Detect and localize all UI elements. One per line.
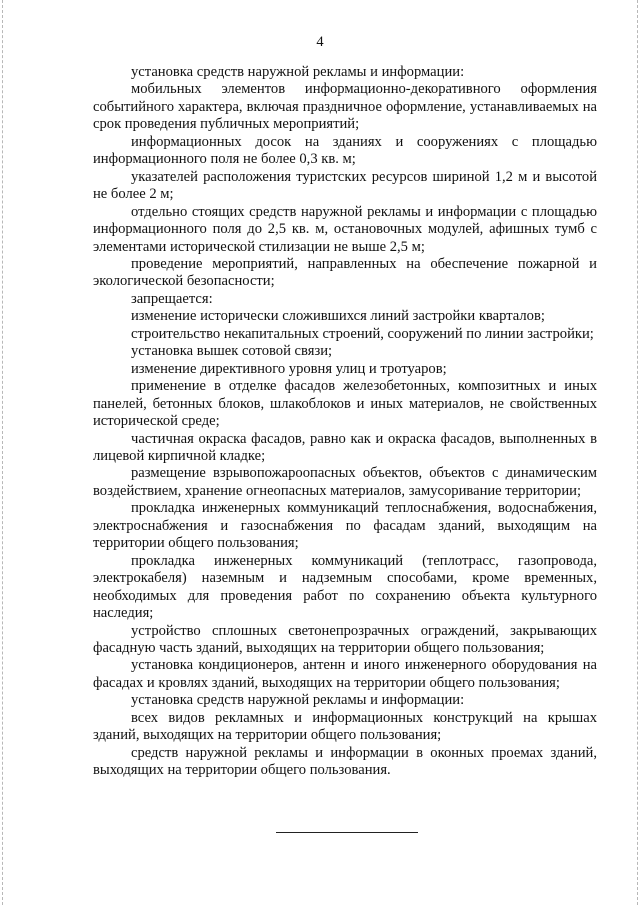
paragraph: указателей расположения туристских ресурсов шириной 1,2 м и высотой не более 2 м; <box>93 168 597 203</box>
paragraph: запрещается: <box>131 290 213 307</box>
paragraph: отдельно стоящих средств наружной рекламы и информации с площадью информационного поля до 2,5 кв. м, остановочных модулей, афишных тумб с элементами исторической стилизации не выше 2,5 м; <box>93 203 597 255</box>
paragraph: мобильных элементов информационно-декоративного оформления событийного характера, включая праздничное оформление, устанавливаемых на срок проведения публичных мероприятий; <box>93 81 597 133</box>
paragraph: строительство некапитальных строений, сооружений по линии застройки; <box>131 325 594 342</box>
paragraph: всех видов рекламных и информационных конструкций на крышах зданий, выходящих на территории общего пользования; <box>93 709 597 744</box>
left-page-edge <box>2 0 3 905</box>
paragraph: установка средств наружной рекламы и информации: <box>131 692 465 709</box>
paragraph: устройство сплошных светонепрозрачных ограждений, закрывающих фасадную часть зданий, выходящих на территории общего пользования; <box>93 622 597 656</box>
page-number: 4 <box>316 34 324 50</box>
paragraph: прокладка инженерных коммуникаций теплоснабжения, водоснабжения, электроснабжения и газоснабжения по фасадам зданий, выходящим на территории общего пользования; <box>93 500 597 552</box>
paragraph: изменение директивного уровня улиц и тротуаров; <box>131 360 447 377</box>
footer-rule <box>276 832 418 833</box>
paragraph: установка средств наружной рекламы и информации: <box>131 64 465 80</box>
paragraph: установка вышек сотовой связи; <box>131 343 333 360</box>
paragraph: прокладка инженерных коммуникаций (теплотрасс, газопровода, электрокабеля) наземным и надземным способами, кроме временных, необходимых для проведения работ по сохранению объекта культурного наследия; <box>93 552 597 622</box>
paragraph: средств наружной рекламы и информации в оконных проемах зданий, выходящих на территории общего пользования. <box>93 744 597 779</box>
paragraph: информационных досок на зданиях и сооружениях с площадью информационного поля не более 0,3 кв. м; <box>93 133 597 168</box>
paragraph: установка кондиционеров, антенн и иного инженерного оборудования на фасадах и кровлях зданий, выходящих на территории общего пользования; <box>93 657 597 691</box>
paragraph: частичная окраска фасадов, равно как и окраска фасадов, выполненных в лицевой кирпичной кладке; <box>93 430 597 464</box>
paragraph: изменение исторически сложившихся линий застройки кварталов; <box>131 308 545 325</box>
paragraph: размещение взрывопожароопасных объектов, объектов с динамическим воздействием, хранение огнеопасных материалов, замусоривание территории; <box>93 465 597 499</box>
paragraph: проведение мероприятий, направленных на обеспечение пожарной и экологической безопасности; <box>93 255 597 290</box>
right-page-edge <box>637 0 638 905</box>
document-body <box>93 64 597 780</box>
paragraph: применение в отделке фасадов железобетонных, композитных и иных панелей, бетонных блоков, шлакоблоков и иных материалов, не свойственных исторической среде; <box>93 378 597 430</box>
